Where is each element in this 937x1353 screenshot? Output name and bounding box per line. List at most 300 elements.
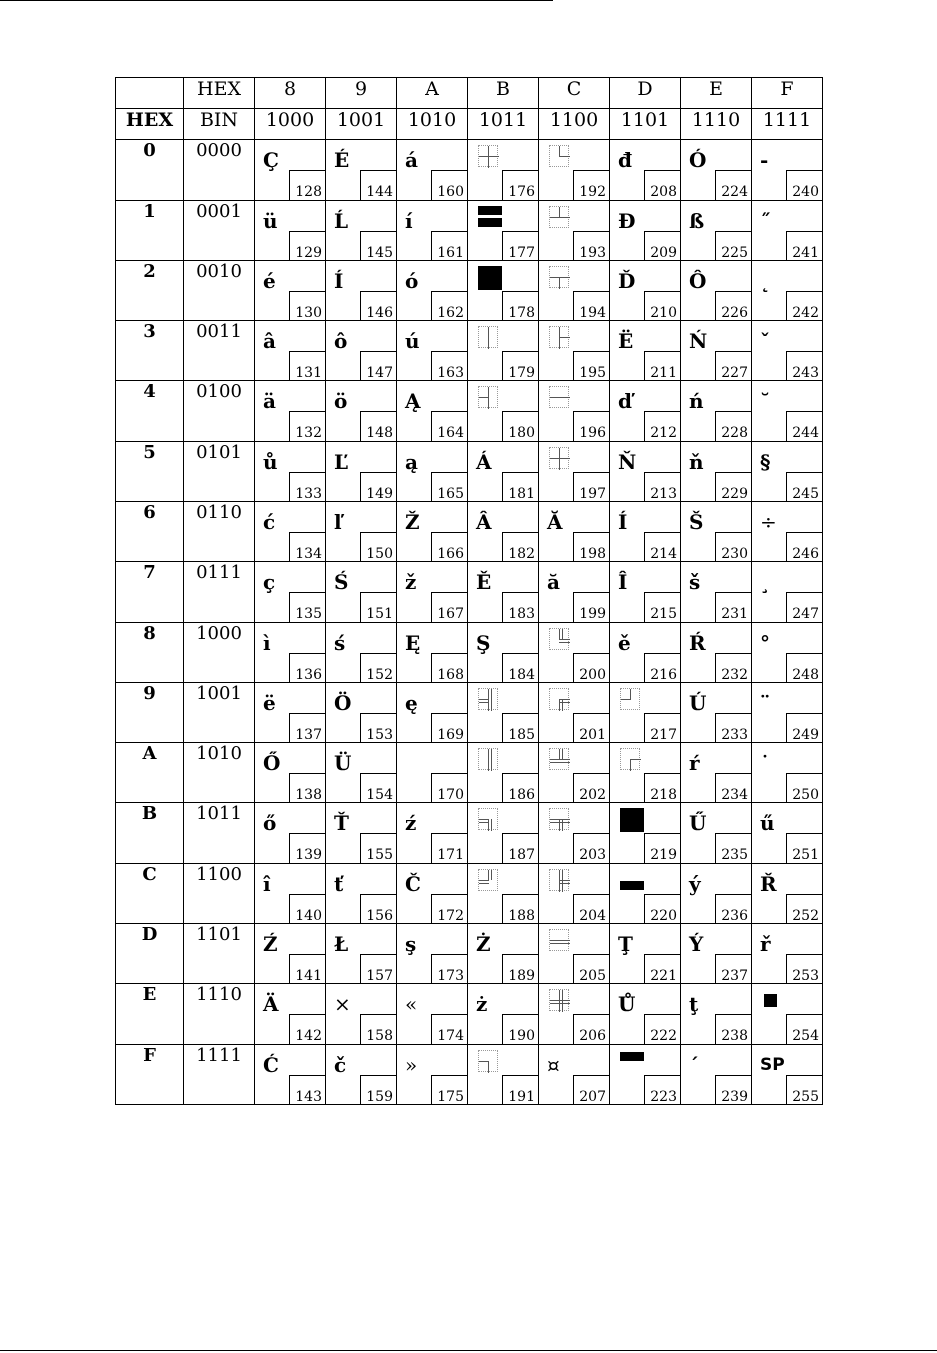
char-cell bbox=[468, 863, 539, 923]
char-glyph: ć bbox=[263, 509, 276, 534]
table-row bbox=[116, 260, 823, 320]
row-hex-label: B bbox=[116, 803, 184, 863]
char-glyph: Ţ bbox=[618, 931, 633, 956]
char-code: 156 bbox=[360, 894, 396, 923]
header-cell: 1101 bbox=[610, 109, 681, 140]
char-glyph: ŕ bbox=[689, 751, 700, 776]
header-cell: 1110 bbox=[681, 109, 752, 140]
char-code: 187 bbox=[502, 833, 538, 862]
char-code: 146 bbox=[360, 291, 396, 320]
char-cell bbox=[255, 200, 326, 260]
char-code: 137 bbox=[289, 713, 325, 742]
row-bin-label: 1001 bbox=[184, 682, 255, 742]
char-code: 229 bbox=[715, 472, 751, 501]
row-bin-label: 1100 bbox=[184, 863, 255, 923]
char-glyph: § bbox=[760, 449, 771, 474]
char-glyph: š bbox=[689, 570, 701, 595]
char-cell bbox=[397, 622, 468, 682]
char-code: 173 bbox=[431, 954, 467, 983]
char-cell bbox=[255, 863, 326, 923]
char-code: 193 bbox=[573, 231, 609, 260]
char-code: 204 bbox=[573, 894, 609, 923]
char-cell bbox=[397, 923, 468, 983]
char-cell bbox=[610, 682, 681, 742]
char-code: 217 bbox=[644, 713, 680, 742]
char-glyph: ÷ bbox=[760, 509, 777, 534]
char-code: 168 bbox=[431, 653, 467, 682]
char-code: 202 bbox=[573, 773, 609, 802]
char-glyph: ž bbox=[405, 570, 417, 595]
char-cell bbox=[468, 923, 539, 983]
row-hex-label: F bbox=[116, 1044, 184, 1105]
char-glyph: Ë bbox=[618, 329, 634, 354]
char-cell bbox=[610, 200, 681, 260]
char-code: 157 bbox=[360, 954, 396, 983]
char-glyph: ç bbox=[263, 570, 276, 595]
char-cell bbox=[468, 682, 539, 742]
char-glyph: ě bbox=[618, 630, 631, 655]
char-cell bbox=[468, 200, 539, 260]
char-glyph: » bbox=[405, 1052, 418, 1077]
char-code: 228 bbox=[715, 411, 751, 440]
char-cell bbox=[681, 1044, 752, 1105]
row-hex-label: 9 bbox=[116, 682, 184, 742]
char-cell bbox=[752, 984, 823, 1044]
char-glyph: ì bbox=[263, 630, 271, 655]
char-code: 139 bbox=[289, 833, 325, 862]
table-row bbox=[116, 863, 823, 923]
char-glyph: Í bbox=[334, 268, 344, 293]
row-bin-label: 1101 bbox=[184, 923, 255, 983]
char-code: 195 bbox=[573, 351, 609, 380]
char-code: 136 bbox=[289, 653, 325, 682]
char-cell bbox=[255, 381, 326, 441]
header-cell: HEX bbox=[116, 109, 184, 140]
char-cell bbox=[610, 501, 681, 561]
header-cell: 1010 bbox=[397, 109, 468, 140]
char-code: 255 bbox=[786, 1075, 822, 1105]
char-code: 221 bbox=[644, 954, 680, 983]
char-cell bbox=[610, 984, 681, 1044]
table-row bbox=[116, 200, 823, 260]
char-cell bbox=[468, 622, 539, 682]
char-glyph: â bbox=[263, 329, 276, 354]
char-code: 165 bbox=[431, 472, 467, 501]
char-cell bbox=[752, 200, 823, 260]
char-cell bbox=[681, 984, 752, 1044]
char-cell bbox=[397, 140, 468, 200]
char-glyph: á bbox=[405, 148, 418, 173]
char-code: 147 bbox=[360, 351, 396, 380]
char-glyph: ť bbox=[334, 871, 344, 896]
char-glyph: ö bbox=[334, 389, 348, 414]
char-code: 131 bbox=[289, 351, 325, 380]
char-glyph: Ł bbox=[334, 931, 349, 956]
table-row bbox=[116, 803, 823, 863]
char-cell bbox=[468, 140, 539, 200]
char-cell bbox=[326, 682, 397, 742]
char-cell bbox=[610, 140, 681, 200]
char-cell bbox=[255, 1044, 326, 1105]
char-cell bbox=[326, 923, 397, 983]
char-cell bbox=[539, 923, 610, 983]
char-code: 133 bbox=[289, 472, 325, 501]
char-cell bbox=[326, 743, 397, 803]
char-cell bbox=[326, 140, 397, 200]
char-code: 186 bbox=[502, 773, 538, 802]
char-cell bbox=[326, 441, 397, 501]
char-code: 218 bbox=[644, 773, 680, 802]
char-glyph: í bbox=[405, 208, 413, 233]
char-code: 181 bbox=[502, 472, 538, 501]
char-code: 175 bbox=[431, 1075, 467, 1105]
char-cell bbox=[610, 743, 681, 803]
char-cell bbox=[397, 381, 468, 441]
char-cell bbox=[255, 260, 326, 320]
char-code: 205 bbox=[573, 954, 609, 983]
char-glyph: Á bbox=[476, 449, 492, 474]
table-row bbox=[116, 622, 823, 682]
char-glyph: Ź bbox=[263, 931, 278, 956]
char-glyph: Ó bbox=[689, 148, 707, 173]
char-code: 155 bbox=[360, 833, 396, 862]
char-cell bbox=[468, 562, 539, 622]
char-code: 182 bbox=[502, 532, 538, 561]
char-code: 128 bbox=[289, 170, 325, 199]
char-code: 199 bbox=[573, 592, 609, 621]
char-code: 198 bbox=[573, 532, 609, 561]
char-glyph: Ď bbox=[618, 268, 636, 293]
char-code: 145 bbox=[360, 231, 396, 260]
char-cell bbox=[468, 260, 539, 320]
char-cell bbox=[610, 1044, 681, 1105]
char-glyph: Ĺ bbox=[334, 208, 349, 233]
char-glyph: Ę bbox=[405, 630, 421, 655]
char-cell bbox=[610, 562, 681, 622]
char-code: 245 bbox=[786, 472, 822, 501]
char-code: 176 bbox=[502, 170, 538, 199]
char-code: 164 bbox=[431, 411, 467, 440]
char-cell bbox=[326, 321, 397, 381]
char-code: 252 bbox=[786, 894, 822, 923]
char-glyph: Ś bbox=[334, 570, 349, 595]
header-cell: BIN bbox=[184, 109, 255, 140]
char-code: 158 bbox=[360, 1014, 396, 1043]
char-cell bbox=[255, 743, 326, 803]
char-cell bbox=[539, 863, 610, 923]
char-cell bbox=[468, 1044, 539, 1105]
char-glyph: SP bbox=[760, 1054, 785, 1075]
char-code: 184 bbox=[502, 653, 538, 682]
table-row bbox=[116, 321, 823, 381]
char-glyph: Đ bbox=[618, 208, 636, 233]
char-code: 151 bbox=[360, 592, 396, 621]
char-code: 247 bbox=[786, 592, 822, 621]
char-glyph: ° bbox=[760, 630, 770, 655]
char-cell bbox=[326, 984, 397, 1044]
char-code: 140 bbox=[289, 894, 325, 923]
table-row bbox=[116, 441, 823, 501]
char-code: 249 bbox=[786, 713, 822, 742]
char-cell bbox=[397, 682, 468, 742]
char-glyph: Ą bbox=[405, 389, 421, 414]
char-glyph: ř bbox=[760, 931, 771, 956]
char-code: 180 bbox=[502, 411, 538, 440]
char-glyph: ş bbox=[405, 931, 417, 956]
char-cell bbox=[610, 803, 681, 863]
char-code: 132 bbox=[289, 411, 325, 440]
char-glyph: Ő bbox=[263, 751, 281, 776]
char-code: 242 bbox=[786, 291, 822, 320]
char-cell bbox=[326, 1044, 397, 1105]
char-code: 177 bbox=[502, 231, 538, 260]
char-glyph: × bbox=[334, 992, 351, 1017]
row-hex-label: 7 bbox=[116, 562, 184, 622]
char-code: 160 bbox=[431, 170, 467, 199]
char-cell bbox=[468, 743, 539, 803]
header-cell: 1111 bbox=[752, 109, 823, 140]
char-code: 241 bbox=[786, 231, 822, 260]
char-code: 250 bbox=[786, 773, 822, 802]
char-code: 219 bbox=[644, 833, 680, 862]
char-cell bbox=[326, 260, 397, 320]
char-code: 212 bbox=[644, 411, 680, 440]
char-code: 171 bbox=[431, 833, 467, 862]
char-cell bbox=[397, 1044, 468, 1105]
char-glyph: ů bbox=[263, 449, 278, 474]
char-cell bbox=[539, 984, 610, 1044]
char-cell bbox=[752, 622, 823, 682]
char-cell bbox=[255, 682, 326, 742]
row-hex-label: 0 bbox=[116, 140, 184, 200]
char-cell bbox=[397, 441, 468, 501]
char-glyph: Ť bbox=[334, 811, 349, 836]
char-code: 170 bbox=[431, 773, 467, 802]
table-row bbox=[116, 682, 823, 742]
header-cell: HEX bbox=[184, 78, 255, 109]
char-glyph: ß bbox=[689, 208, 705, 233]
char-glyph: ň bbox=[689, 449, 704, 474]
char-glyph: Ý bbox=[689, 931, 704, 956]
char-code: 254 bbox=[786, 1014, 822, 1043]
char-code: 248 bbox=[786, 653, 822, 682]
char-code: 144 bbox=[360, 170, 396, 199]
char-code: 166 bbox=[431, 532, 467, 561]
char-code: 246 bbox=[786, 532, 822, 561]
table-row bbox=[116, 984, 823, 1044]
char-code: 211 bbox=[644, 351, 680, 380]
char-glyph: ó bbox=[405, 268, 419, 293]
char-code: 163 bbox=[431, 351, 467, 380]
row-hex-label: 4 bbox=[116, 381, 184, 441]
char-glyph: É bbox=[334, 148, 350, 173]
char-glyph: ď bbox=[618, 389, 632, 414]
code-page-table bbox=[115, 77, 823, 1105]
row-bin-label: 0010 bbox=[184, 260, 255, 320]
char-cell bbox=[610, 863, 681, 923]
char-code: 190 bbox=[502, 1014, 538, 1043]
char-code: 149 bbox=[360, 472, 396, 501]
char-glyph: Ě bbox=[476, 570, 492, 595]
char-cell bbox=[752, 260, 823, 320]
row-hex-label: A bbox=[116, 743, 184, 803]
char-cell bbox=[752, 923, 823, 983]
row-hex-label: 1 bbox=[116, 200, 184, 260]
bottom-rule bbox=[0, 1350, 937, 1351]
char-glyph: ü bbox=[263, 208, 278, 233]
header-row-bin bbox=[116, 109, 823, 140]
header-cell: 1100 bbox=[539, 109, 610, 140]
char-code: 239 bbox=[715, 1075, 751, 1105]
char-glyph: ń bbox=[689, 389, 704, 414]
char-glyph: č bbox=[334, 1052, 347, 1077]
char-code: 150 bbox=[360, 532, 396, 561]
char-glyph: ţ bbox=[689, 992, 699, 1017]
char-code: 230 bbox=[715, 532, 751, 561]
row-hex-label: 3 bbox=[116, 321, 184, 381]
char-glyph: Ř bbox=[760, 871, 777, 896]
char-code: 227 bbox=[715, 351, 751, 380]
char-code: 189 bbox=[502, 954, 538, 983]
char-code: 224 bbox=[715, 170, 751, 199]
char-glyph: ¸ bbox=[760, 570, 770, 595]
char-cell bbox=[681, 863, 752, 923]
char-code: 226 bbox=[715, 291, 751, 320]
char-cell bbox=[468, 321, 539, 381]
char-cell bbox=[681, 441, 752, 501]
table-row bbox=[116, 743, 823, 803]
char-cell bbox=[681, 743, 752, 803]
char-code: 208 bbox=[644, 170, 680, 199]
char-glyph: Ć bbox=[263, 1052, 279, 1077]
char-code: 244 bbox=[786, 411, 822, 440]
char-glyph: đ bbox=[618, 148, 632, 173]
char-code: 162 bbox=[431, 291, 467, 320]
row-hex-label: D bbox=[116, 923, 184, 983]
char-cell bbox=[610, 622, 681, 682]
char-code: 253 bbox=[786, 954, 822, 983]
char-glyph: ˛ bbox=[760, 268, 770, 293]
char-cell bbox=[539, 321, 610, 381]
char-code: 196 bbox=[573, 411, 609, 440]
header-cell: D bbox=[610, 78, 681, 109]
char-cell bbox=[326, 803, 397, 863]
char-cell bbox=[681, 140, 752, 200]
char-code: 154 bbox=[360, 773, 396, 802]
char-cell bbox=[397, 260, 468, 320]
char-cell bbox=[255, 321, 326, 381]
char-cell bbox=[752, 140, 823, 200]
row-bin-label: 1110 bbox=[184, 984, 255, 1044]
char-cell bbox=[255, 501, 326, 561]
char-cell bbox=[255, 140, 326, 200]
char-code: 235 bbox=[715, 833, 751, 862]
char-code: 201 bbox=[573, 713, 609, 742]
char-glyph: ő bbox=[263, 811, 277, 836]
char-glyph: Ú bbox=[689, 690, 707, 715]
char-cell bbox=[610, 441, 681, 501]
char-glyph: ą bbox=[405, 449, 418, 474]
char-code: 243 bbox=[786, 351, 822, 380]
char-code: 200 bbox=[573, 653, 609, 682]
char-glyph: é bbox=[263, 268, 276, 293]
header-cell: 9 bbox=[326, 78, 397, 109]
header-cell: 1011 bbox=[468, 109, 539, 140]
char-glyph: Ű bbox=[689, 811, 707, 836]
char-code: 129 bbox=[289, 231, 325, 260]
char-glyph: Ž bbox=[405, 509, 420, 534]
char-cell bbox=[681, 803, 752, 863]
char-cell bbox=[397, 562, 468, 622]
char-glyph: ´ bbox=[689, 1052, 699, 1077]
char-glyph: « bbox=[405, 992, 418, 1017]
char-code: 216 bbox=[644, 653, 680, 682]
char-cell bbox=[681, 622, 752, 682]
char-cell bbox=[539, 381, 610, 441]
char-glyph: ű bbox=[760, 811, 775, 836]
row-bin-label: 0100 bbox=[184, 381, 255, 441]
char-cell bbox=[397, 501, 468, 561]
header-cell: E bbox=[681, 78, 752, 109]
char-code: 143 bbox=[289, 1075, 325, 1105]
char-cell bbox=[681, 562, 752, 622]
char-glyph: Ö bbox=[334, 690, 352, 715]
char-cell bbox=[468, 441, 539, 501]
char-cell bbox=[539, 441, 610, 501]
row-hex-label: 6 bbox=[116, 501, 184, 561]
char-cell bbox=[752, 501, 823, 561]
char-cell bbox=[255, 803, 326, 863]
row-hex-label: C bbox=[116, 863, 184, 923]
char-glyph: ę bbox=[405, 690, 418, 715]
char-cell bbox=[539, 140, 610, 200]
char-cell bbox=[326, 863, 397, 923]
char-cell bbox=[681, 923, 752, 983]
header-cell: 1001 bbox=[326, 109, 397, 140]
char-code: 214 bbox=[644, 532, 680, 561]
char-glyph: ˝ bbox=[760, 208, 770, 233]
char-code: 203 bbox=[573, 833, 609, 862]
char-glyph: Ü bbox=[334, 751, 352, 776]
row-hex-label: 2 bbox=[116, 260, 184, 320]
char-glyph: Í bbox=[618, 509, 628, 534]
char-code: 240 bbox=[786, 170, 822, 199]
char-glyph: Š bbox=[689, 509, 704, 534]
header-cell: A bbox=[397, 78, 468, 109]
char-code: 153 bbox=[360, 713, 396, 742]
char-glyph: Â bbox=[476, 509, 492, 534]
char-cell bbox=[681, 200, 752, 260]
header-row-hex bbox=[116, 78, 823, 109]
char-cell bbox=[610, 321, 681, 381]
char-cell bbox=[752, 803, 823, 863]
char-cell bbox=[681, 321, 752, 381]
char-glyph: ä bbox=[263, 389, 276, 414]
char-glyph: ú bbox=[405, 329, 420, 354]
header-cell: B bbox=[468, 78, 539, 109]
char-cell bbox=[752, 682, 823, 742]
char-cell bbox=[752, 1044, 823, 1105]
char-cell bbox=[397, 984, 468, 1044]
char-cell bbox=[539, 200, 610, 260]
char-glyph: ¨ bbox=[760, 690, 770, 715]
char-glyph: Ă bbox=[547, 509, 563, 534]
char-code: 225 bbox=[715, 231, 751, 260]
char-code: 130 bbox=[289, 291, 325, 320]
char-cell bbox=[752, 321, 823, 381]
char-code: 183 bbox=[502, 592, 538, 621]
char-cell bbox=[326, 622, 397, 682]
